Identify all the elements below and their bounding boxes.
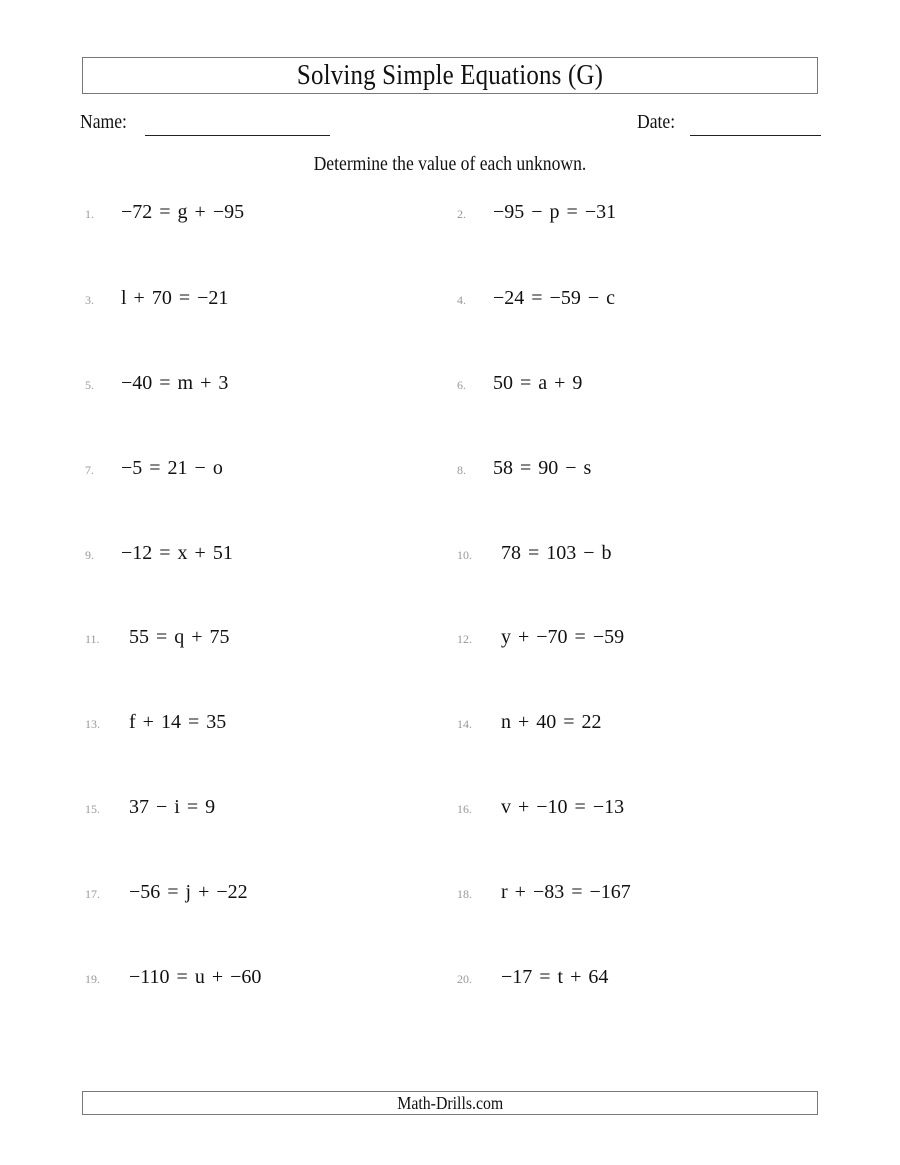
problem-number: 18. [457,887,472,901]
equation: r + −83 = −167 [501,881,631,903]
title-box [82,57,818,94]
name-label: Name: [80,111,127,133]
equation: 50 = a + 9 [493,372,583,394]
problem-17 [85,881,248,911]
problem-number: 9. [85,548,94,562]
problem-10 [457,542,612,572]
problem-number: 6. [457,378,466,392]
equation: 78 = 103 − b [501,542,612,564]
problem-2 [457,201,616,231]
equation: 58 = 90 − s [493,457,592,479]
problem-number: 7. [85,463,94,477]
problem-number: 17. [85,887,100,901]
footer-box [82,1091,818,1115]
problem-4 [457,287,615,317]
problem-number: 13. [85,717,100,731]
problem-number: 16. [457,802,472,816]
problem-number: 8. [457,463,466,477]
problem-number: 1. [85,207,94,221]
problem-number: 2. [457,207,466,221]
problem-number: 10. [457,548,472,562]
problem-number: 11. [85,632,100,646]
problem-20 [457,966,608,996]
equation: −72 = g + −95 [121,201,245,223]
equation: 37 − i = 9 [129,796,216,818]
equation: 55 = q + 75 [129,626,230,648]
problem-8 [457,457,591,487]
problem-12 [457,626,624,656]
problem-number: 20. [457,972,472,986]
equation: −40 = m + 3 [121,372,229,394]
problem-number: 12. [457,632,472,646]
problem-3 [85,287,228,317]
problem-9 [85,542,233,572]
problem-number: 19. [85,972,100,986]
equation: l + 70 = −21 [121,287,229,309]
problem-number: 14. [457,717,472,731]
problem-19 [85,966,261,996]
problem-15 [85,796,215,826]
equation: n + 40 = 22 [501,711,602,733]
date-label: Date: [637,111,676,133]
problem-16 [457,796,624,826]
equation: −56 = j + −22 [129,881,248,903]
equation: −110 = u + −60 [129,966,262,988]
problem-number: 15. [85,802,100,816]
equation: −95 − p = −31 [493,201,617,223]
problem-7 [85,457,223,487]
problem-6 [457,372,582,402]
page-title: Solving Simple Equations (G) [296,59,604,91]
equation: f + 14 = 35 [129,711,227,733]
problem-number: 3. [85,293,94,307]
equation: −17 = t + 64 [501,966,609,988]
footer-site-name: Math-Drills.com [396,1092,504,1113]
equation: v + −10 = −13 [501,796,625,818]
name-field-line[interactable] [145,135,330,136]
date-field-line[interactable] [690,135,821,136]
equation: −12 = x + 51 [121,542,233,564]
problem-1 [85,201,244,231]
equation: y + −70 = −59 [501,626,625,648]
problem-18 [457,881,631,911]
problem-5 [85,372,228,402]
problem-13 [85,711,226,741]
problem-number: 4. [457,293,466,307]
problem-number: 5. [85,378,94,392]
equation: −24 = −59 − c [493,287,615,309]
instructions: Determine the value of each unknown. [313,153,587,175]
problem-11 [85,626,230,656]
problem-14 [457,711,602,741]
equation: −5 = 21 − o [121,457,223,479]
